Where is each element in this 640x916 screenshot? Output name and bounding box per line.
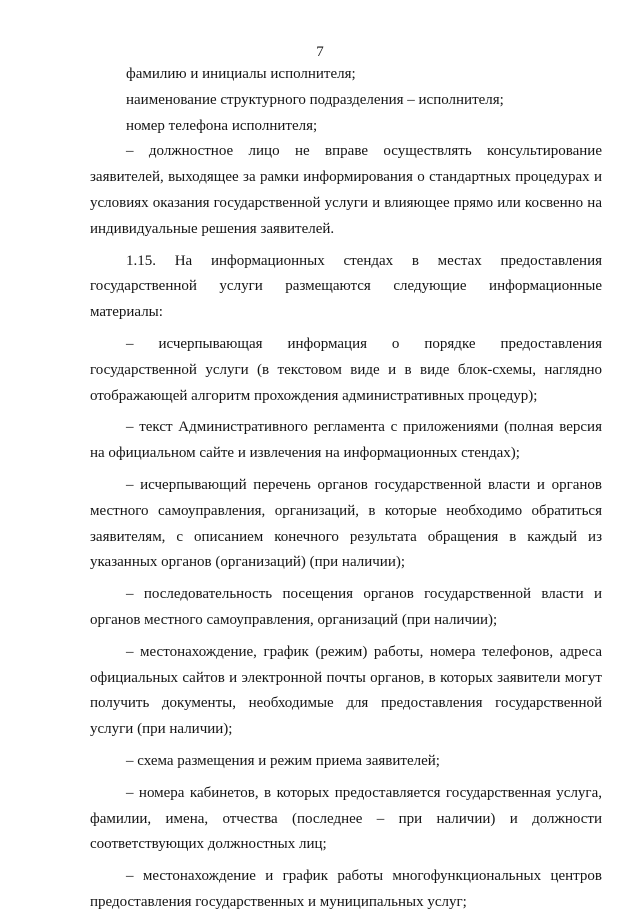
paragraph-executor-phone: номер телефона исполнителя; [126,117,318,134]
paragraph-official-restriction: – должностное лицо не вправе осуществлять консультирование заявителей, выходящее за рамки информирования о стандартных процедурах и условиях оказания государственной услуги и влияющее прямо или косвенно на индивидуальные решения заявителей. [90,143,602,237]
list-item-authorities-list: – исчерпывающий перечень органов государственной власти и органов местного самоуправления, организаций, в которые необходимо обратиться заявителям, с описанием конечного результата обращения в каждый из указанных органов (организаций) (при наличии); [90,476,602,571]
document-body [90,62,602,916]
list-item-procedure-info: – исчерпывающая информация о порядке предоставления государственной услуги (в текстовом виде и в виде блок-схемы, наглядно отображающей алгоритм прохождения административных процедур); [90,335,602,404]
page-number: 7 [316,44,324,60]
paragraph-executor-name: фамилию и инициалы исполнителя; [126,66,356,82]
paragraph-section-1-15: 1.15. На информационных стендах в местах предоставления государственной услуги размещаются следующие информационные материалы: [90,252,602,321]
list-item-mfc-locations: – местонахождение и график работы многофункциональных центров предоставления государственных и муниципальных услуг; [90,868,602,910]
list-item-locations-contacts: – местонахождение, график (режим) работы, номера телефонов, адреса официальных сайтов и электронной почты органов, в которых заявители могут получить документы, необходимые для предоставления государственной услуги (при наличии); [90,643,602,738]
list-item-layout-schedule: – схема размещения и режим приема заявителей; [126,752,440,769]
paragraph-executor-department: наименование структурного подразделения – исполнителя; [126,91,504,108]
list-item-office-numbers: – номера кабинетов, в которых предоставляется государственная услуга, фамилии, имена, отчества (последнее – при наличии) и должности соответствующих должностных лиц; [90,784,602,853]
list-item-visit-sequence: – последовательность посещения органов государственной власти и органов местного самоуправления, организаций (при наличии); [90,586,602,628]
list-item-regulation-text: – текст Административного регламента с приложениями (полная версия на официальном сайте и извлечения на информационных стендах); [90,419,602,462]
